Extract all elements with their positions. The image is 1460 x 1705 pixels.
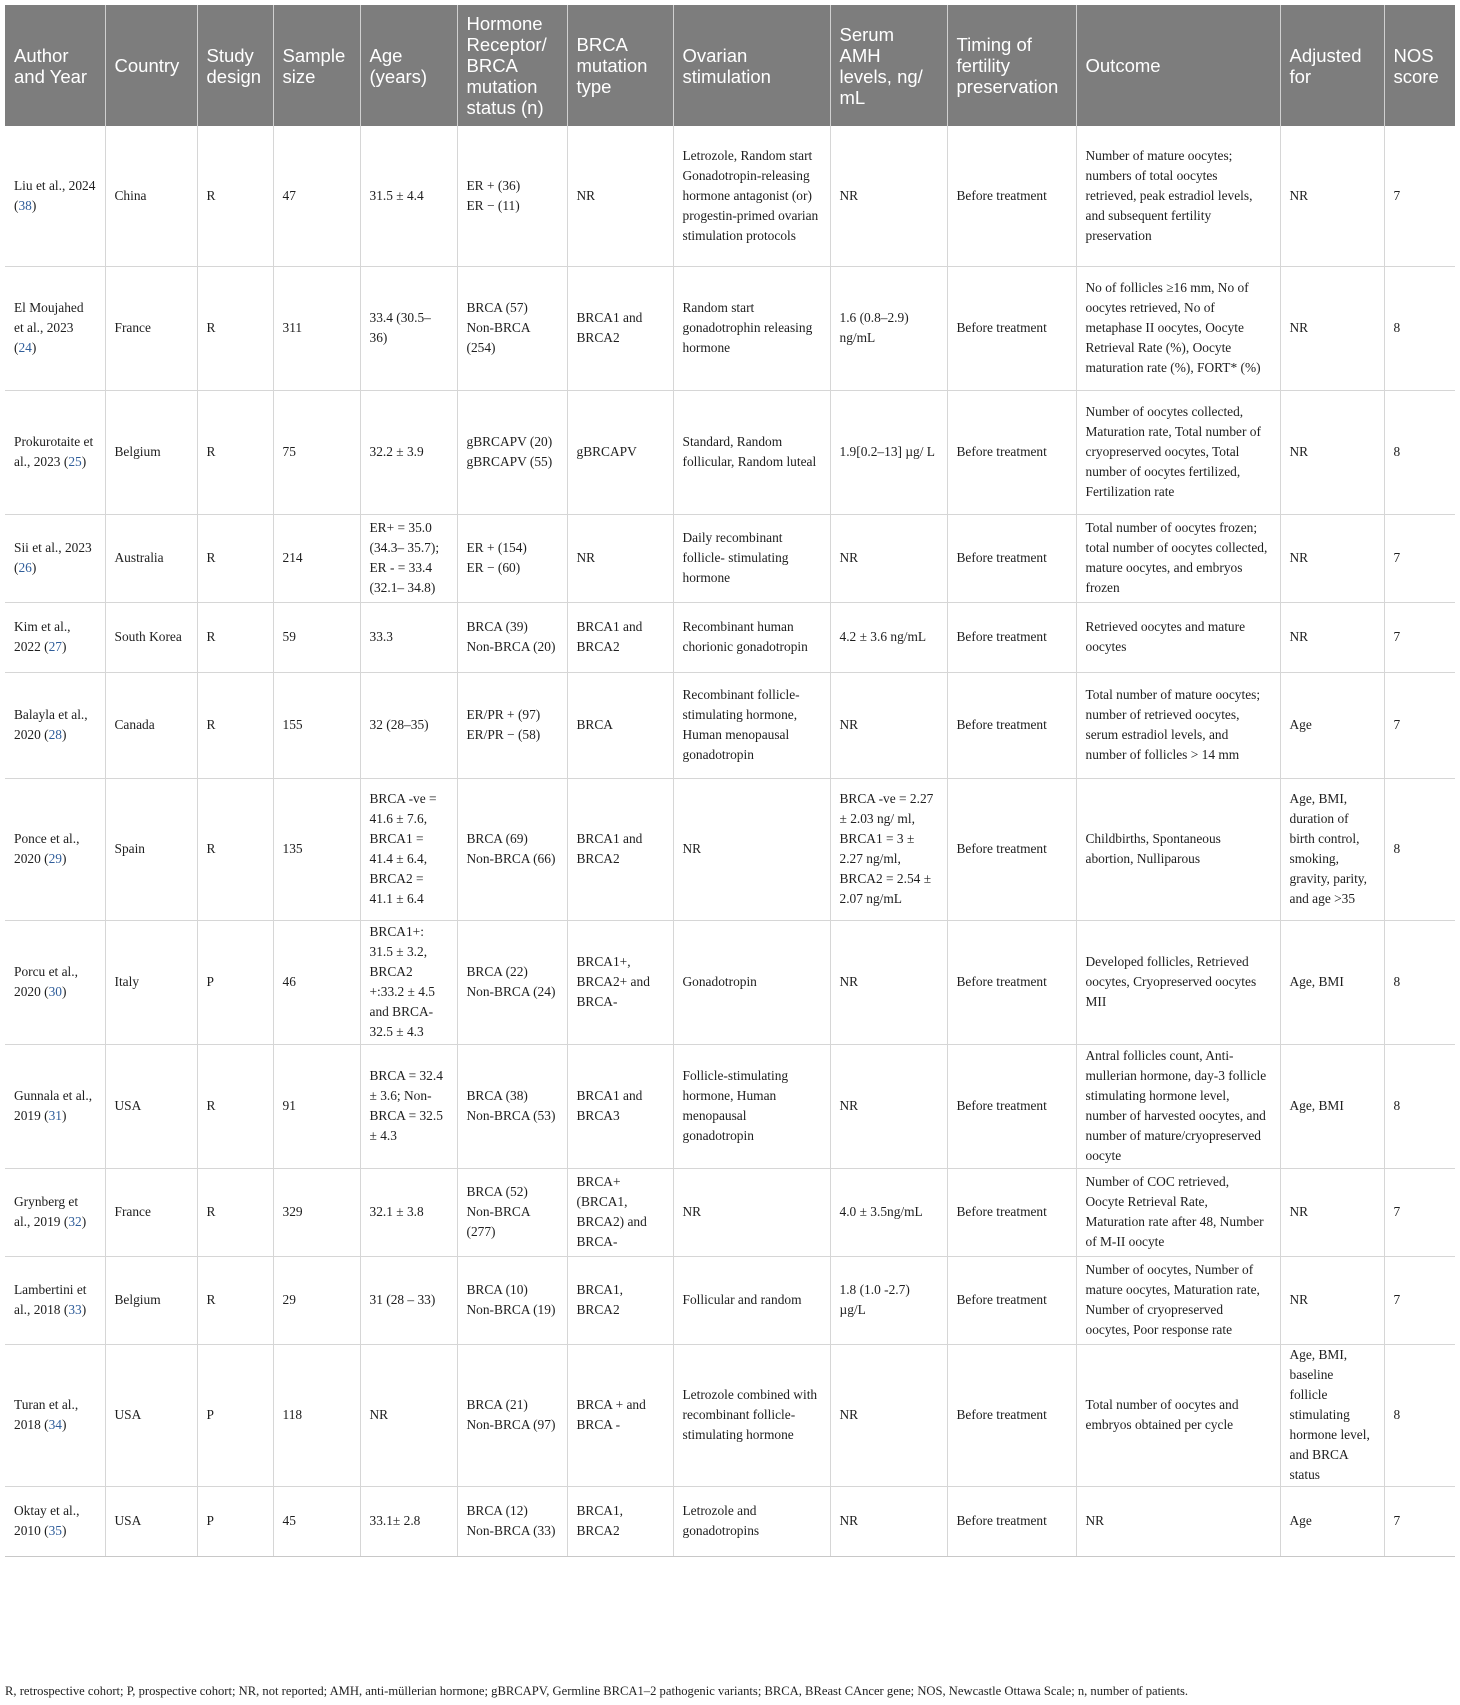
author-text: Ponce et al., 2020 [14, 831, 80, 866]
cell-design: R [197, 602, 273, 672]
header-adjusted-for: Adjusted for [1280, 5, 1384, 126]
cell-nos-score: 8 [1384, 920, 1455, 1044]
cell-ovarian-stimulation: Recombinant follicle-stimulating hormone, Human menopausal gonadotropin [673, 672, 830, 778]
cell-design: R [197, 778, 273, 920]
author-text: Prokurotaite et al., 2023 [14, 434, 94, 469]
cell-outcome: Number of oocytes collected, Maturation rate, Total number of cryopreserved oocytes, Total number of oocytes fertilized, Fertilization rate [1076, 390, 1280, 514]
header-brca-type: BRCA mutation type [567, 5, 673, 126]
cell-design: R [197, 126, 273, 266]
author-text: Gunnala et al., 2019 [14, 1088, 93, 1123]
table-row [5, 514, 1455, 602]
status-text: ER + (36) ER − (11) [466, 177, 521, 213]
cell-amh: 1.6 (0.8–2.9) ng/mL [830, 266, 947, 390]
cell-timing: Before treatment [947, 514, 1076, 602]
cell-design: R [197, 514, 273, 602]
cell-author: Liu et al., 2024 (38) [5, 126, 105, 266]
cell-sample-size: 75 [273, 390, 360, 514]
cell-nos-score: 8 [1384, 1344, 1455, 1486]
cell-receptor-status [457, 266, 567, 390]
header-receptor-status: Hormone Receptor/ BRCA mutation status (n) [457, 5, 567, 126]
cell-age: NR [360, 1344, 457, 1486]
cell-ovarian-stimulation: Letrozole combined with recombinant follicle-stimulating hormone [673, 1344, 830, 1486]
cell-timing: Before treatment [947, 1044, 1076, 1168]
cell-brca-type: BRCA1+, BRCA2+ and BRCA- [567, 920, 673, 1044]
cell-author: Kim et al., 2022 (27) [5, 602, 105, 672]
reference-link[interactable]: 28 [48, 727, 62, 742]
cell-ovarian-stimulation: Daily recombinant follicle- stimulating hormone [673, 514, 830, 602]
table-row [5, 1044, 1455, 1168]
reference-link[interactable]: 34 [48, 1417, 62, 1432]
table-row [5, 126, 1455, 266]
cell-design: R [197, 266, 273, 390]
cell-brca-type: BRCA1 and BRCA2 [567, 602, 673, 672]
reference-link[interactable]: 35 [48, 1523, 62, 1538]
cell-sample-size: 46 [273, 920, 360, 1044]
cell-author: Balayla et al., 2020 (28) [5, 672, 105, 778]
cell-timing: Before treatment [947, 126, 1076, 266]
cell-timing: Before treatment [947, 1344, 1076, 1486]
cell-adjusted-for: Age, BMI, duration of birth control, smoking, gravity, parity, and age >35 [1280, 778, 1384, 920]
status-text: BRCA (39) Non-BRCA (20) [466, 619, 556, 654]
cell-receptor-status [457, 1486, 567, 1556]
cell-country: South Korea [105, 602, 197, 672]
status-text: gBRCAPV (20) gBRCAPV (55) [466, 434, 553, 469]
cell-amh: NR [830, 1044, 947, 1168]
status-text: BRCA (10) Non-BRCA (19) [466, 1282, 556, 1317]
reference-link[interactable]: 25 [68, 454, 82, 469]
cell-receptor-status [457, 126, 567, 266]
cell-country: Belgium [105, 390, 197, 514]
cell-timing: Before treatment [947, 778, 1076, 920]
cell-adjusted-for: NR [1280, 1168, 1384, 1256]
cell-adjusted-for: NR [1280, 266, 1384, 390]
cell-country: France [105, 1168, 197, 1256]
cell-outcome: Total number of mature oocytes; number of retrieved oocytes, serum estradiol levels, and number of follicles > 14 mm [1076, 672, 1280, 778]
cell-age: 31.5 ± 4.4 [360, 126, 457, 266]
cell-brca-type: BRCA1, BRCA2 [567, 1486, 673, 1556]
cell-nos-score: 7 [1384, 602, 1455, 672]
status-text: BRCA (52) Non-BRCA (277) [466, 1184, 530, 1239]
reference-link[interactable]: 29 [48, 851, 62, 866]
cell-age: 33.3 [360, 602, 457, 672]
author-text: Liu et al., 2024 [14, 177, 96, 193]
table-footnote: R, retrospective cohort; P, prospective cohort; NR, not reported; AMH, anti-müllerian hormone; gBRCAPV, Germline BRCA1–2 pathogenic variants; BRCA, BReast CAncer gene; NOS, Newcastle Ottawa Scale; n, number of patients. [5, 1684, 1189, 1698]
table-row [5, 920, 1455, 1044]
cell-nos-score: 8 [1384, 266, 1455, 390]
table-container [5, 5, 1455, 1557]
cell-ovarian-stimulation: Follicle-stimulating hormone, Human menopausal gonadotropin [673, 1044, 830, 1168]
cell-country: Australia [105, 514, 197, 602]
author-text: El Moujahed et al., 2023 [14, 300, 84, 336]
status-text: BRCA (57) Non-BRCA (254) [466, 300, 530, 355]
cell-design: P [197, 920, 273, 1044]
cell-nos-score: 7 [1384, 672, 1455, 778]
cell-receptor-status [457, 1344, 567, 1486]
cell-author: Gunnala et al., 2019 (31) [5, 1044, 105, 1168]
cell-age: 31 (28 – 33) [360, 1256, 457, 1344]
header-study-design: Study design [197, 5, 273, 126]
cell-outcome: Antral follicles count, Anti-mullerian hormone, day-3 follicle stimulating hormone level, number of harvested oocytes, and number of mature/cryopreserved oocyte [1076, 1044, 1280, 1168]
cell-age: 33.1± 2.8 [360, 1486, 457, 1556]
cell-country: Italy [105, 920, 197, 1044]
table-row [5, 1344, 1455, 1486]
cell-age: 32 (28–35) [360, 672, 457, 778]
cell-timing: Before treatment [947, 1168, 1076, 1256]
cell-amh: 4.2 ± 3.6 ng/mL [830, 602, 947, 672]
cell-amh: BRCA -ve = 2.27 ± 2.03 ng/ ml, BRCA1 = 3 ± 2.27 ng/ml, BRCA2 = 2.54 ± 2.07 ng/mL [830, 778, 947, 920]
header-age: Age (years) [360, 5, 457, 126]
cell-country: France [105, 266, 197, 390]
header-sample-size: Sample size [273, 5, 360, 126]
cell-nos-score: 7 [1384, 1486, 1455, 1556]
author-text: Turan et al., 2018 [14, 1397, 79, 1432]
cell-sample-size: 311 [273, 266, 360, 390]
cell-receptor-status [457, 920, 567, 1044]
cell-outcome: Number of COC retrieved, Oocyte Retrieval Rate, Maturation rate after 48, Number of M-II oocyte [1076, 1168, 1280, 1256]
author-text: Sii et al., 2023 [14, 540, 92, 556]
cell-author: Grynberg et al., 2019 (32) [5, 1168, 105, 1256]
status-text: BRCA (69) Non-BRCA (66) [466, 831, 556, 866]
author-text: Porcu et al., 2020 [14, 964, 78, 999]
author-text: Lambertini et al., 2018 [14, 1282, 87, 1317]
reference-link[interactable]: 31 [48, 1108, 62, 1123]
cell-outcome: NR [1076, 1486, 1280, 1556]
cell-nos-score: 7 [1384, 1168, 1455, 1256]
cell-amh: NR [830, 1486, 947, 1556]
cell-sample-size: 155 [273, 672, 360, 778]
study-characteristics-table [5, 5, 1455, 1557]
header-outcome: Outcome [1076, 5, 1280, 126]
table-row [5, 602, 1455, 672]
cell-timing: Before treatment [947, 920, 1076, 1044]
cell-timing: Before treatment [947, 602, 1076, 672]
cell-amh: NR [830, 1344, 947, 1486]
header-timing: Timing of fertility preservation [947, 5, 1076, 126]
cell-adjusted-for: NR [1280, 1256, 1384, 1344]
header-row [5, 5, 1455, 126]
cell-age: 33.4 (30.5–36) [360, 266, 457, 390]
cell-age: BRCA = 32.4 ± 3.6; Non-BRCA = 32.5 ± 4.3 [360, 1044, 457, 1168]
cell-design: R [197, 1044, 273, 1168]
cell-receptor-status [457, 514, 567, 602]
cell-adjusted-for: Age, BMI [1280, 1044, 1384, 1168]
header-country: Country [105, 5, 197, 126]
cell-timing: Before treatment [947, 1486, 1076, 1556]
cell-country: USA [105, 1344, 197, 1486]
cell-nos-score: 8 [1384, 1044, 1455, 1168]
cell-sample-size: 91 [273, 1044, 360, 1168]
cell-brca-type: BRCA + and BRCA - [567, 1344, 673, 1486]
reference-link[interactable]: 24 [18, 339, 32, 355]
cell-receptor-status [457, 1044, 567, 1168]
cell-adjusted-for: Age [1280, 672, 1384, 778]
cell-receptor-status [457, 778, 567, 920]
cell-adjusted-for: Age, BMI [1280, 920, 1384, 1044]
cell-adjusted-for: NR [1280, 602, 1384, 672]
cell-ovarian-stimulation: Letrozole, Random start Gonadotropin-releasing hormone antagonist (or) progestin-primed ovarian stimulation protocols [673, 126, 830, 266]
cell-age: 32.2 ± 3.9 [360, 390, 457, 514]
author-text: Balayla et al., 2020 [14, 707, 88, 742]
cell-country: USA [105, 1486, 197, 1556]
cell-sample-size: 135 [273, 778, 360, 920]
reference-link[interactable]: 33 [68, 1302, 82, 1317]
cell-sample-size: 214 [273, 514, 360, 602]
table-row [5, 390, 1455, 514]
cell-country: China [105, 126, 197, 266]
cell-outcome: Number of mature oocytes; numbers of total oocytes retrieved, peak estradiol levels, and subsequent fertility preservation [1076, 126, 1280, 266]
status-text: ER + (154) ER − (60) [466, 540, 527, 575]
cell-timing: Before treatment [947, 1256, 1076, 1344]
cell-brca-type: BRCA1, BRCA2 [567, 1256, 673, 1344]
cell-amh: NR [830, 672, 947, 778]
cell-receptor-status [457, 672, 567, 778]
cell-sample-size: 29 [273, 1256, 360, 1344]
cell-outcome: Childbirths, Spontaneous abortion, Nulliparous [1076, 778, 1280, 920]
cell-author: Sii et al., 2023 (26) [5, 514, 105, 602]
cell-ovarian-stimulation: Recombinant human chorionic gonadotropin [673, 602, 830, 672]
cell-amh: 4.0 ± 3.5ng/mL [830, 1168, 947, 1256]
cell-adjusted-for: NR [1280, 390, 1384, 514]
cell-ovarian-stimulation: Gonadotropin [673, 920, 830, 1044]
cell-age: BRCA1+: 31.5 ± 3.2, BRCA2 +:33.2 ± 4.5 and BRCA- 32.5 ± 4.3 [360, 920, 457, 1044]
cell-ovarian-stimulation: Random start gonadotrophin releasing hormone [673, 266, 830, 390]
cell-design: R [197, 1256, 273, 1344]
cell-author: Prokurotaite et al., 2023 (25) [5, 390, 105, 514]
cell-sample-size: 47 [273, 126, 360, 266]
cell-country: Spain [105, 778, 197, 920]
cell-adjusted-for: Age, BMI, baseline follicle stimulating hormone level, and BRCA status [1280, 1344, 1384, 1486]
cell-timing: Before treatment [947, 266, 1076, 390]
author-text: Oktay et al., 2010 [14, 1503, 80, 1538]
cell-brca-type: BRCA+ (BRCA1, BRCA2) and BRCA- [567, 1168, 673, 1256]
cell-brca-type: gBRCAPV [567, 390, 673, 514]
cell-nos-score: 8 [1384, 778, 1455, 920]
cell-sample-size: 59 [273, 602, 360, 672]
cell-ovarian-stimulation: Standard, Random follicular, Random luteal [673, 390, 830, 514]
header-author: Author and Year [5, 5, 105, 126]
cell-age: ER+ = 35.0 (34.3– 35.7); ER - = 33.4 (32.1– 34.8) [360, 514, 457, 602]
table-row [5, 1256, 1455, 1344]
cell-brca-type: NR [567, 514, 673, 602]
cell-nos-score: 8 [1384, 390, 1455, 514]
cell-brca-type: BRCA1 and BRCA2 [567, 778, 673, 920]
cell-design: R [197, 1168, 273, 1256]
table-row [5, 778, 1455, 920]
cell-amh: 1.8 (1.0 -2.7) µg/L [830, 1256, 947, 1344]
cell-ovarian-stimulation: Letrozole and gonadotropins [673, 1486, 830, 1556]
table-row [5, 1486, 1455, 1556]
cell-outcome: Developed follicles, Retrieved oocytes, Cryopreserved oocytes MII [1076, 920, 1280, 1044]
cell-sample-size: 45 [273, 1486, 360, 1556]
reference-link[interactable]: 38 [18, 197, 32, 213]
status-text: BRCA (38) Non-BRCA (53) [466, 1088, 556, 1123]
header-nos-score: NOS score [1384, 5, 1455, 126]
cell-author: Ponce et al., 2020 (29) [5, 778, 105, 920]
cell-design: R [197, 390, 273, 514]
cell-outcome: Retrieved oocytes and mature oocytes [1076, 602, 1280, 672]
cell-timing: Before treatment [947, 672, 1076, 778]
cell-brca-type: BRCA1 and BRCA2 [567, 266, 673, 390]
cell-amh: NR [830, 126, 947, 266]
cell-brca-type: NR [567, 126, 673, 266]
cell-timing: Before treatment [947, 390, 1076, 514]
header-amh: Serum AMH levels, ng/ mL [830, 5, 947, 126]
cell-outcome: Total number of oocytes and embryos obtained per cycle [1076, 1344, 1280, 1486]
author-text: Grynberg et al., 2019 [14, 1194, 79, 1229]
status-text: BRCA (21) Non-BRCA (97) [466, 1397, 556, 1432]
cell-design: R [197, 672, 273, 778]
status-text: BRCA (22) Non-BRCA (24) [466, 964, 556, 999]
cell-receptor-status [457, 602, 567, 672]
cell-sample-size: 118 [273, 1344, 360, 1486]
cell-adjusted-for: Age [1280, 1486, 1384, 1556]
cell-outcome: Total number of oocytes frozen; total number of oocytes collected, mature oocytes, and embryos frozen [1076, 514, 1280, 602]
cell-ovarian-stimulation: Follicular and random [673, 1256, 830, 1344]
cell-adjusted-for: NR [1280, 126, 1384, 266]
reference-link[interactable]: 26 [18, 560, 32, 575]
cell-brca-type: BRCA1 and BRCA3 [567, 1044, 673, 1168]
cell-country: Canada [105, 672, 197, 778]
cell-author: Porcu et al., 2020 (30) [5, 920, 105, 1044]
cell-outcome: No of follicles ≥16 mm, No of oocytes retrieved, No of metaphase II oocytes, Oocyte Retrieval Rate (%), Oocyte maturation rate (%), FORT* (%) [1076, 266, 1280, 390]
cell-age: BRCA -ve = 41.6 ± 7.6, BRCA1 = 41.4 ± 6.4, BRCA2 = 41.1 ± 6.4 [360, 778, 457, 920]
cell-ovarian-stimulation: NR [673, 1168, 830, 1256]
cell-outcome: Number of oocytes, Number of mature oocytes, Maturation rate, Number of cryopreserved oocytes, Poor response rate [1076, 1256, 1280, 1344]
cell-sample-size: 329 [273, 1168, 360, 1256]
cell-receptor-status [457, 1168, 567, 1256]
cell-brca-type: BRCA [567, 672, 673, 778]
table-row [5, 1168, 1455, 1256]
status-text: ER/PR + (97) ER/PR − (58) [466, 707, 541, 742]
cell-country: Belgium [105, 1256, 197, 1344]
cell-adjusted-for: NR [1280, 514, 1384, 602]
header-ovarian-stimulation: Ovarian stimulation [673, 5, 830, 126]
cell-age: 32.1 ± 3.8 [360, 1168, 457, 1256]
cell-amh: NR [830, 920, 947, 1044]
cell-receptor-status [457, 1256, 567, 1344]
cell-design: P [197, 1486, 273, 1556]
cell-author: Oktay et al., 2010 (35) [5, 1486, 105, 1556]
table-row [5, 266, 1455, 390]
cell-nos-score: 7 [1384, 514, 1455, 602]
cell-author: Turan et al., 2018 (34) [5, 1344, 105, 1486]
reference-link[interactable]: 32 [68, 1214, 82, 1229]
cell-nos-score: 7 [1384, 1256, 1455, 1344]
cell-receptor-status [457, 390, 567, 514]
cell-amh: 1.9[0.2–13] µg/ L [830, 390, 947, 514]
cell-amh: NR [830, 514, 947, 602]
cell-nos-score: 7 [1384, 126, 1455, 266]
cell-design: P [197, 1344, 273, 1486]
cell-author: El Moujahed et al., 2023 (24) [5, 266, 105, 390]
status-text: BRCA (12) Non-BRCA (33) [466, 1503, 556, 1538]
author-text: Kim et al., 2022 [14, 619, 71, 654]
cell-country: USA [105, 1044, 197, 1168]
cell-ovarian-stimulation: NR [673, 778, 830, 920]
table-row [5, 672, 1455, 778]
reference-link[interactable]: 30 [48, 984, 62, 999]
cell-author: Lambertini et al., 2018 (33) [5, 1256, 105, 1344]
reference-link[interactable]: 27 [48, 639, 62, 654]
